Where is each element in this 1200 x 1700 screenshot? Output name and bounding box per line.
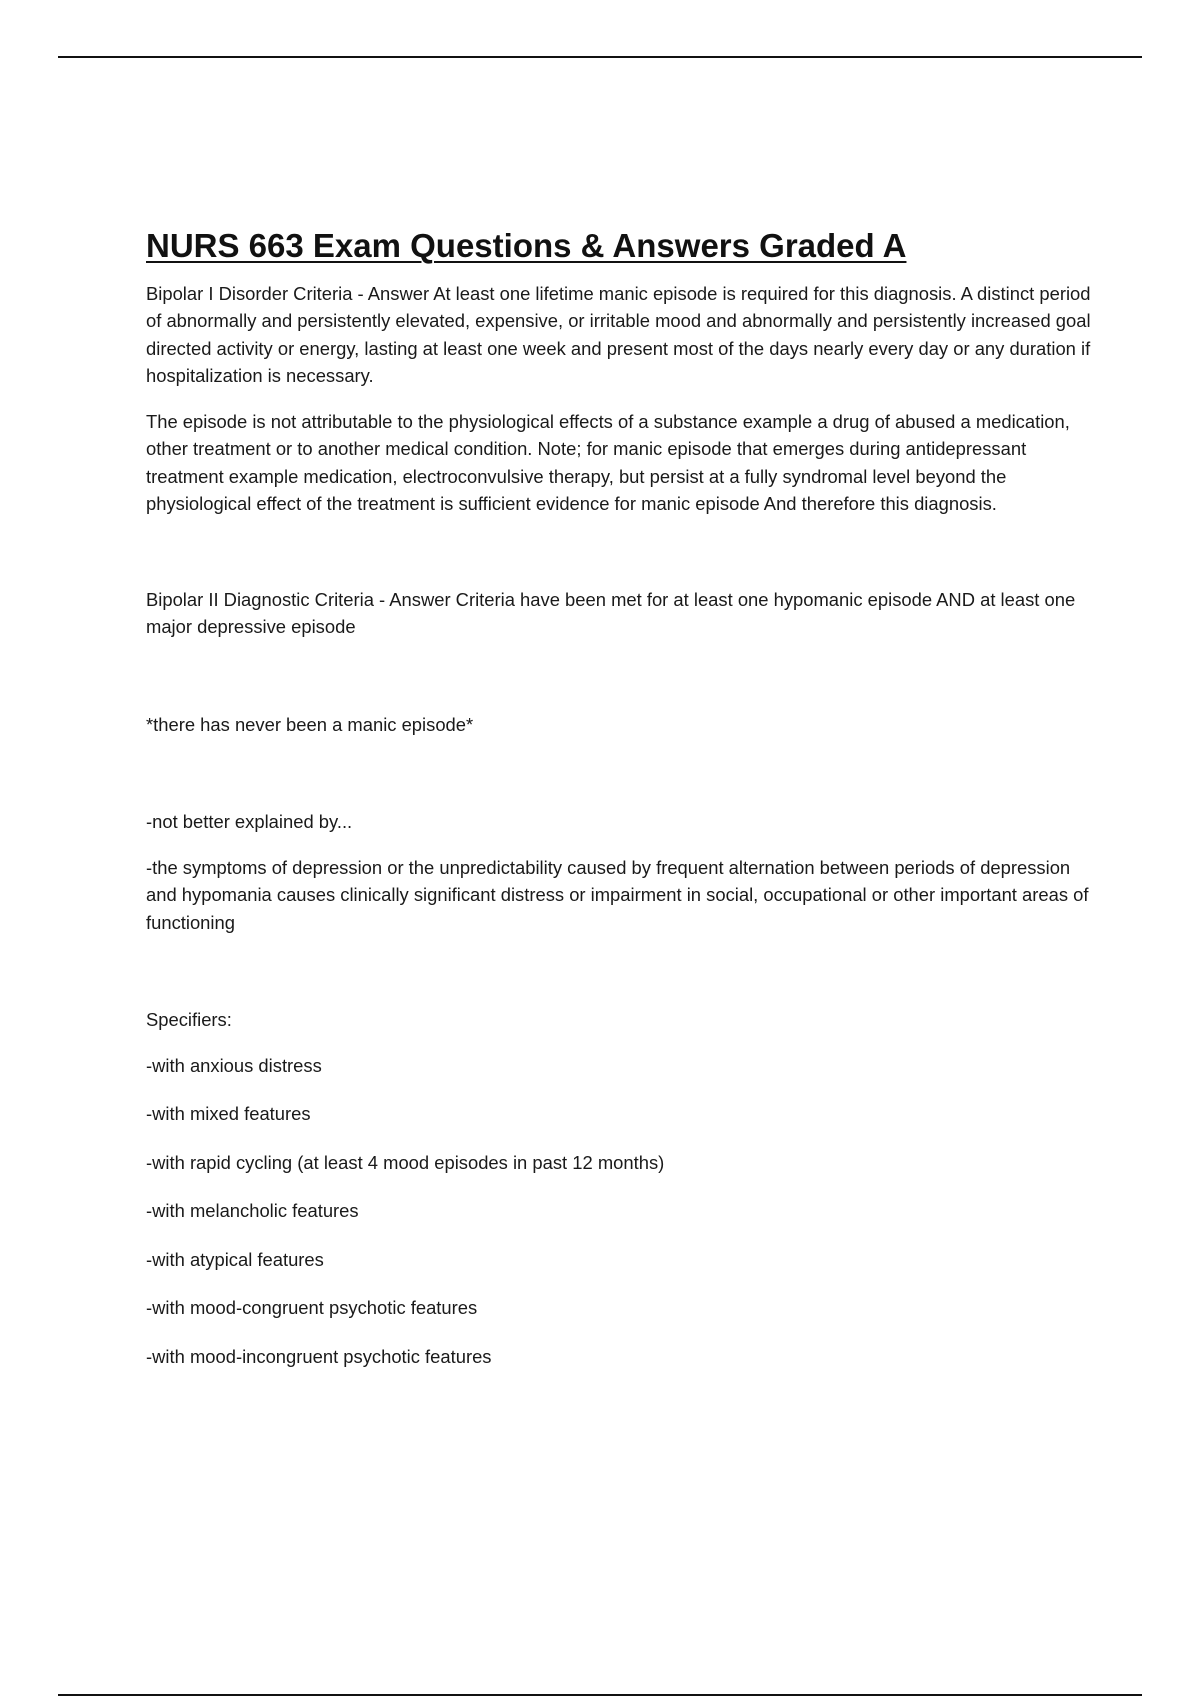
list-item: -with mood-incongruent psychotic features — [146, 1345, 492, 1367]
list-item: -with mood-congruent psychotic features — [146, 1297, 478, 1319]
list-item: -with atypical features — [146, 1248, 324, 1270]
paragraph-symptoms-distress: -the symptoms of depression or the unpredictability caused by frequent alternation between periods of depression and hypomania causes clinically significant distress or impairment in social, occupational or other important areas of functioning — [146, 856, 1089, 933]
specifiers-list — [146, 1052, 1094, 1371]
list-item: -with anxious distress — [146, 1054, 322, 1076]
specifiers-heading: Specifiers: — [146, 1009, 232, 1031]
paragraph-bipolar-1-note: The episode is not attributable to the physiological effects of a substance example a drug of abused a medication, other treatment or to another medical condition. Note; for manic episode that emerges during antidepressant treatment example medication, electroconvulsive therapy, but persist at a fully syndromal level beyond the physiological effect of the treatment is sufficient evidence for manic episode And therefore this diagnosis. — [146, 410, 1070, 515]
paragraph-bipolar-1-criteria: Bipolar I Disorder Criteria - Answer At least one lifetime manic episode is required for this diagnosis. A distinct period of abnormally and persistently elevated, expensive, or irritable mood and abnormally and persistently increased goal directed activity or energy, lasting at least one week and present most of the days nearly every day or any duration if hospitalization is necessary. — [146, 282, 1091, 387]
document-body — [146, 226, 1094, 1391]
paragraph-no-manic-episode: *there has never been a manic episode* — [146, 713, 474, 735]
header-rule — [58, 56, 1142, 58]
list-item: -with mixed features — [146, 1103, 311, 1125]
footer-rule — [58, 1694, 1142, 1696]
paragraph-bipolar-2-criteria: Bipolar II Diagnostic Criteria - Answer Criteria have been met for at least one hypomanic episode AND at least one major depressive episode — [146, 588, 1076, 638]
list-item: -with melancholic features — [146, 1200, 359, 1222]
page-title: NURS 663 Exam Questions & Answers Graded A — [146, 227, 907, 264]
list-item: -with rapid cycling (at least 4 mood episodes in past 12 months) — [146, 1151, 665, 1173]
paragraph-not-better-explained: -not better explained by... — [146, 811, 353, 833]
